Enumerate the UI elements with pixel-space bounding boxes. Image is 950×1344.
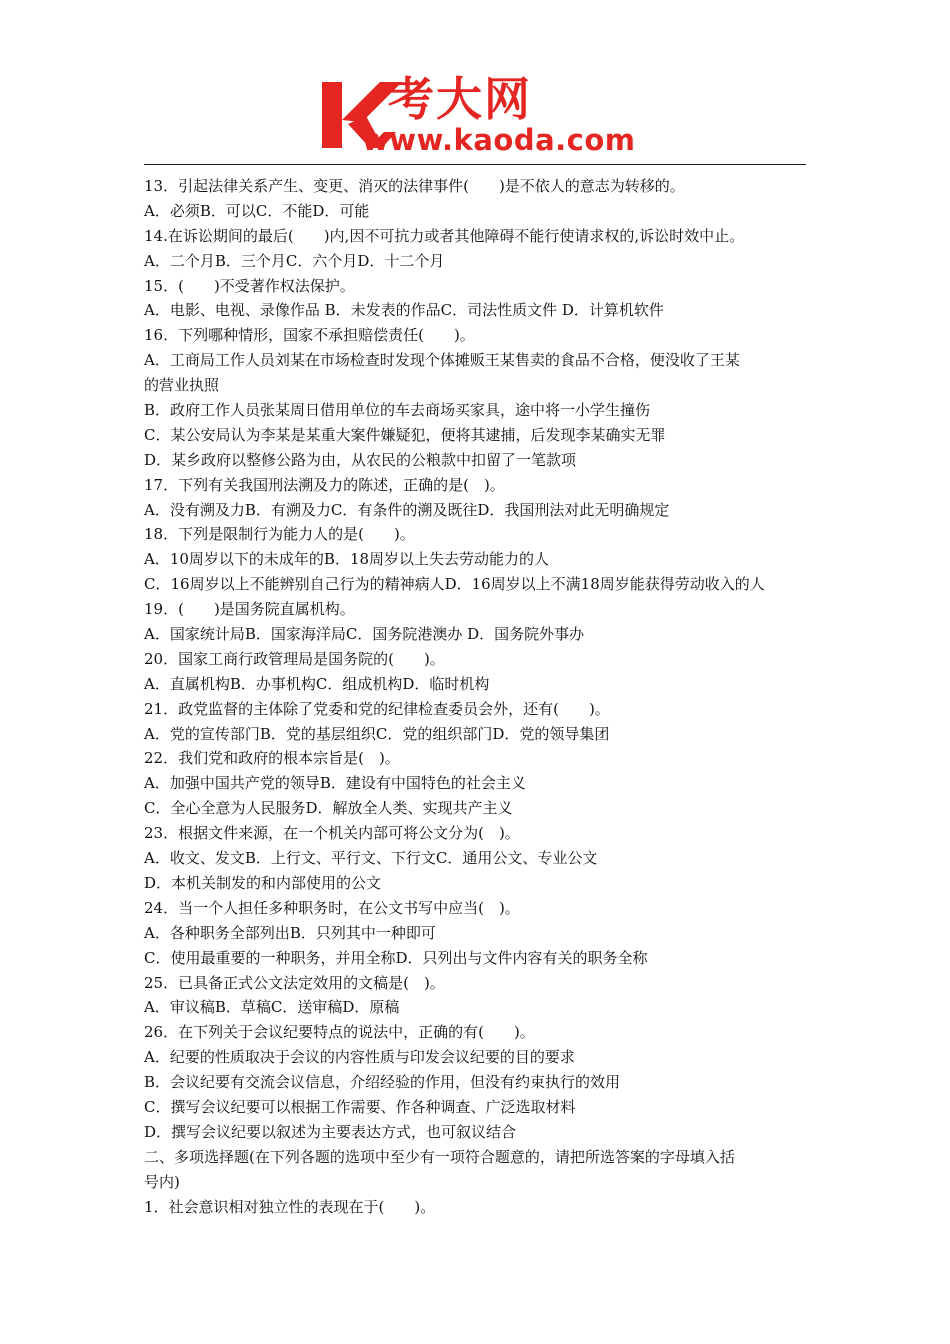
- question-13: 13．引起法律关系产生、变更、消灭的法律事件( )是不依人的意志为转移的。: [144, 177, 685, 195]
- options-17: A．没有溯及力B．有溯及力C．有条件的溯及既往D．我国刑法对此无明确规定: [144, 500, 670, 519]
- logo-title: 考大网: [388, 72, 532, 126]
- options-19: A．国家统计局B．国家海洋局C．国务院港澳办 D．国务院外事办: [144, 625, 585, 644]
- option-16-c: C．某公安局认为李某是某重大案件嫌疑犯，便将其逮捕，后发现李某确实无罪: [144, 425, 666, 444]
- question-15: 15．( )不受著作权法保护。: [144, 276, 355, 295]
- options-13: A．必须B．可以C．不能D．可能: [144, 201, 370, 220]
- options-18-cd: C．16周岁以上不能辨别自己行为的精神病人D．16周岁以上不满18周岁能获得劳动收入的人: [144, 575, 765, 594]
- question-17: 17．下列有关我国刑法溯及力的陈述，正确的是( )。: [144, 475, 505, 494]
- question-20: 20．国家工商行政管理局是国务院的( )。: [144, 649, 445, 668]
- options-22-cd: C．全心全意为人民服务D．解放全人类、实现共产主义: [144, 799, 513, 818]
- options-24-cd: C．使用最重要的一种职务，并用全称D．只列出与文件内容有关的职务全称: [144, 948, 648, 967]
- question-18: 18．下列是限制行为能力人的是( )。: [144, 525, 415, 544]
- options-18-ab: A．10周岁以下的未成年的B．18周岁以上失去劳动能力的人: [144, 550, 550, 569]
- option-26-a: A．纪要的性质取决于会议的内容性质与印发会议纪要的目的要求: [144, 1048, 575, 1067]
- option-16-b: B．政府工作人员张某周日借用单位的车去商场买家具，途中将一小学生撞伤: [144, 401, 651, 420]
- option-16-a-cont: 的营业执照: [144, 376, 220, 395]
- option-26-b: B．会议纪要有交流会议信息，介绍经验的作用，但没有约束执行的效用: [144, 1073, 621, 1092]
- question-21: 21．政党监督的主体除了党委和党的纪律检查委员会外，还有( )。: [144, 699, 610, 718]
- option-16-a: A．工商局工作人员刘某在市场检查时发现个体摊贩王某售卖的食品不合格，便没收了王某: [144, 351, 740, 370]
- option-26-d: D．撰写会议纪要以叙述为主要表达方式，也可叙议结合: [144, 1122, 517, 1141]
- question-14: 14.在诉讼期间的最后( )内,因不可抗力或者其他障碍不能行使请求权的,诉讼时效中止。: [144, 226, 745, 245]
- question-24: 24．当一个人担任多种职务时，在公文书写中应当( )。: [144, 898, 520, 917]
- options-23-d: D．本机关制发的和内部使用的公文: [144, 873, 382, 892]
- options-22-ab: A．加强中国共产党的领导B．建设有中国特色的社会主义: [144, 774, 526, 793]
- question-16: 16．下列哪种情形，国家不承担赔偿责任( )。: [144, 326, 475, 345]
- option-26-c: C．撰写会议纪要可以根据工作需要、作各种调查、广泛选取材料: [144, 1097, 576, 1116]
- logo-url: www.kaoda.com: [362, 123, 636, 157]
- options-21: A．党的宣传部门B．党的基层组织C．党的组织部门D．党的领导集团: [144, 724, 610, 743]
- question-26: 26．在下列关于会议纪要特点的说法中，正确的有( )。: [144, 1023, 535, 1042]
- section-heading-multiple-choice-cont: 号内): [144, 1172, 180, 1191]
- header-divider: [144, 164, 806, 165]
- options-15: A．电影、电视、录像作品 B．未发表的作品C．司法性质文件 D．计算机软件: [144, 301, 664, 320]
- question-19: 19．( )是国务院直属机构。: [144, 600, 355, 619]
- options-23-abc: A．收文、发文B．上行文、平行文、下行文C．通用公文、专业公文: [144, 849, 598, 868]
- question-25: 25．已具备正式公文法定效用的文稿是( )。: [144, 973, 445, 992]
- document-body: [144, 174, 816, 1219]
- options-14: A．二个月B．三个月C．六个月D．十二个月: [144, 251, 445, 270]
- question-23: 23．根据文件来源，在一个机关内部可将公文分为( )。: [144, 824, 520, 843]
- page-header: [0, 0, 950, 166]
- option-16-d: D．某乡政府以整修公路为由，从农民的公粮款中扣留了一笔款项: [144, 450, 577, 469]
- multi-question-1: 1．社会意识相对独立性的表现在于( )。: [144, 1197, 436, 1216]
- section-heading-multiple-choice: 二、多项选择题(在下列各题的选项中至少有一项符合题意的，请把所选答案的字母填入括: [144, 1147, 735, 1166]
- options-20: A．直属机构B．办事机构C．组成机构D．临时机构: [144, 674, 490, 693]
- question-22: 22．我们党和政府的根本宗旨是( )。: [144, 749, 400, 768]
- options-24-ab: A．各种职务全部列出B．只列其中一种即可: [144, 923, 436, 942]
- options-25: A．审议稿B．草稿C．送审稿D．原稿: [144, 998, 400, 1017]
